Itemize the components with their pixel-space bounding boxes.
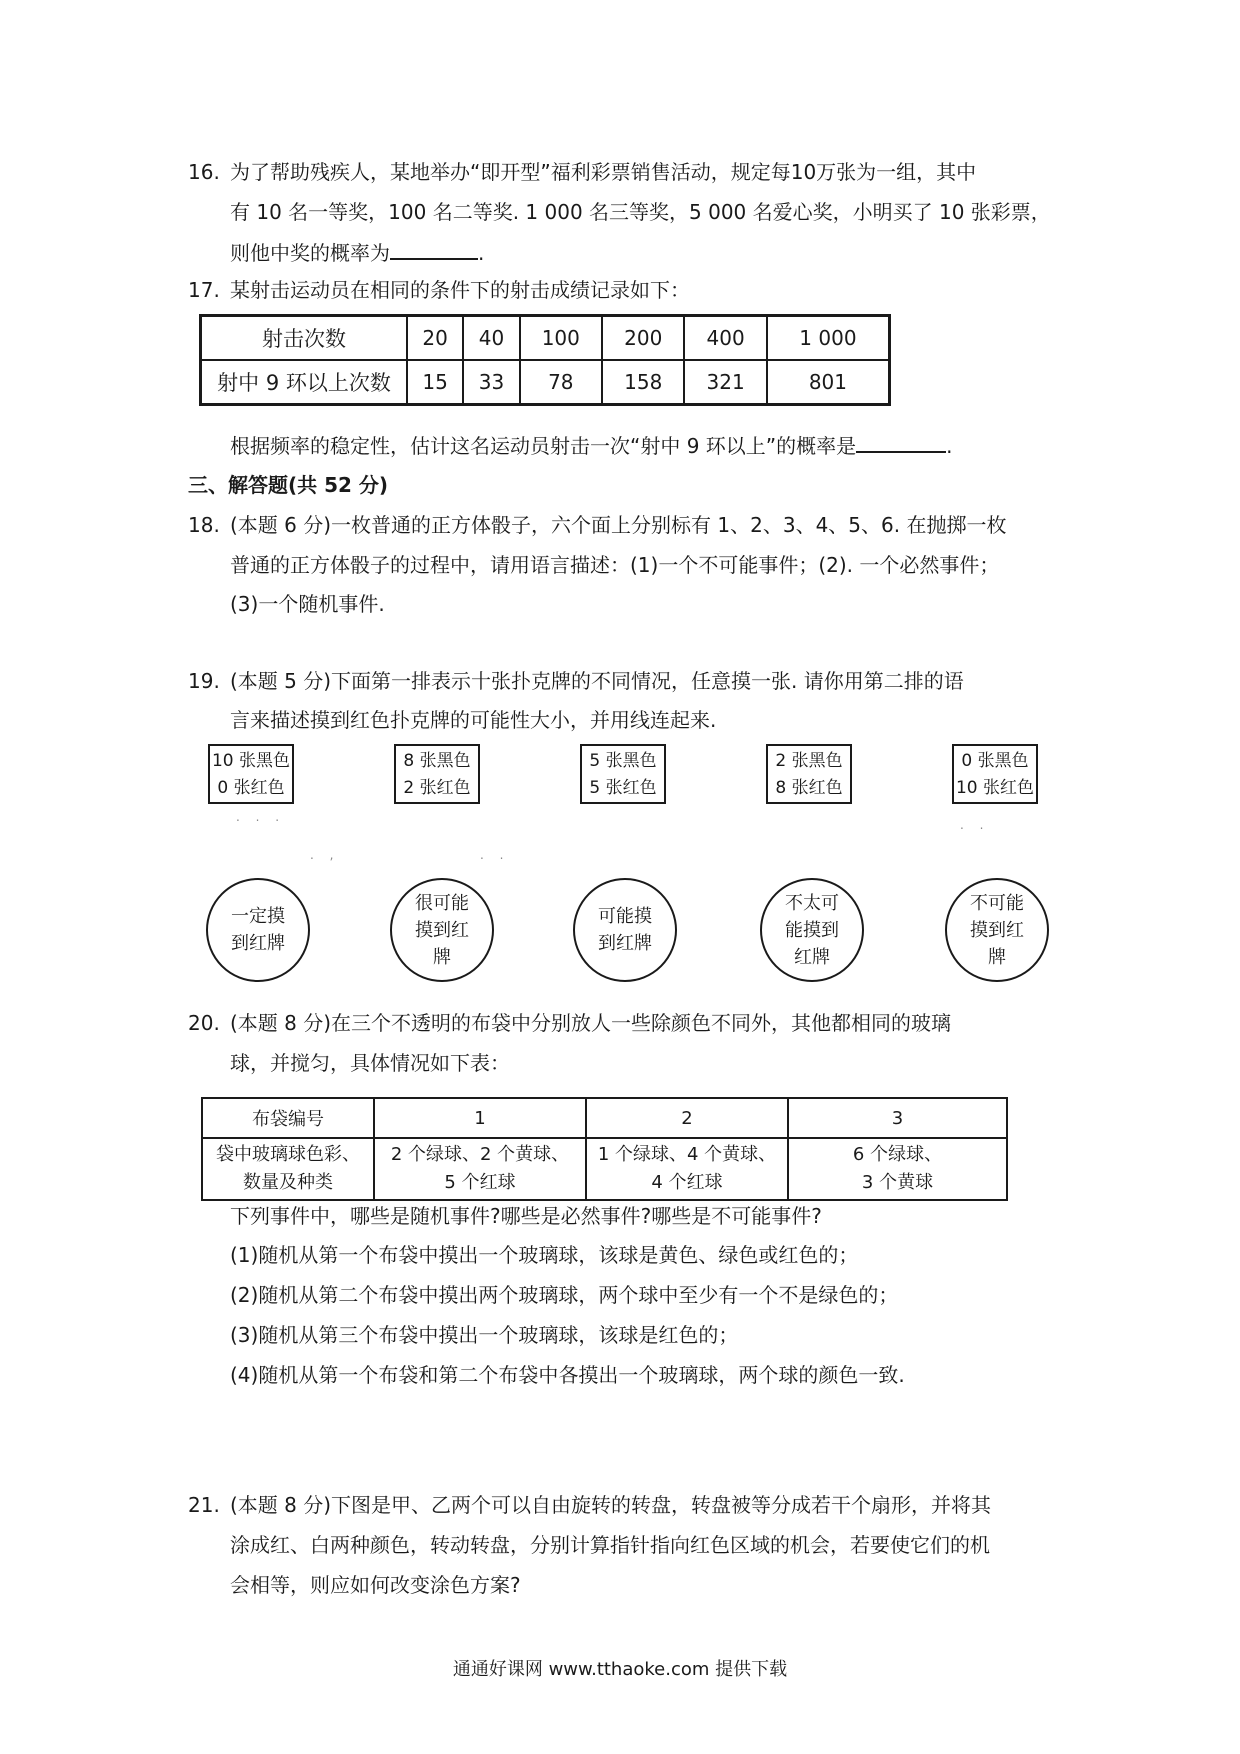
- scan-noise: . ,: [310, 848, 340, 862]
- question-20-item-2: (2)随机从第二个布袋中摸出两个玻璃球，两个球中至少有一个不是绿色的；: [230, 1283, 899, 1307]
- question-18-line-1: (本题 6 分)一枚普通的正方体骰子，六个面上分别标有 1、2、3、4、5、6. 在抛掷一枚: [230, 513, 1007, 537]
- question-19-number: 19.: [188, 669, 220, 693]
- table-header-cell: 布袋编号: [202, 1098, 374, 1138]
- table-header-cell: 射击次数: [201, 316, 408, 361]
- scan-noise: . . .: [236, 810, 286, 824]
- card-text: 8 张红色: [775, 778, 843, 798]
- table-cell: 20: [407, 316, 463, 361]
- circle-option-2[interactable]: [390, 878, 494, 982]
- table-cell: 100: [520, 316, 602, 361]
- cell-text: 2 个绿球、2 个黄球、: [390, 1144, 570, 1165]
- circle-label: 一定摸到红牌: [231, 906, 285, 954]
- cell-text: 4 个红球: [651, 1172, 723, 1193]
- question-20-line-2: 球，并搅匀，具体情况如下表：: [230, 1051, 510, 1075]
- question-20-prompt: 下列事件中，哪些是随机事件?哪些是必然事件?哪些是不可能事件?: [230, 1204, 822, 1228]
- shooting-record-table: [199, 314, 891, 406]
- cell-text: 1 个绿球、4 个黄球、: [597, 1144, 777, 1165]
- table-cell: [374, 1138, 586, 1200]
- table-cell: 400: [684, 316, 766, 361]
- answer-blank-16[interactable]: [390, 236, 478, 260]
- question-17-line-2: 根据频率的稳定性，估计这名运动员射击一次“射中 9 环以上”的概率是 .: [230, 429, 953, 461]
- table-cell: 801: [767, 360, 890, 405]
- cell-text: 袋中玻璃球色彩、: [216, 1144, 360, 1165]
- circle-option-1[interactable]: [206, 878, 310, 982]
- question-20-number: 20.: [188, 1011, 220, 1035]
- answer-blank-17[interactable]: [856, 429, 946, 453]
- card-text: 5 张黑色: [589, 751, 657, 771]
- table-cell: 1: [374, 1098, 586, 1138]
- table-cell: 78: [520, 360, 602, 405]
- table-cell: 2: [586, 1098, 788, 1138]
- card-text: 2 张红色: [403, 778, 471, 798]
- scan-noise: . .: [960, 818, 990, 832]
- card-text: 2 张黑色: [775, 751, 843, 771]
- question-20-item-4: (4)随机从第一个布袋和第二个布袋中各摸出一个玻璃球，两个球的颜色一致.: [230, 1363, 905, 1387]
- cell-text: 数量及种类: [243, 1172, 333, 1193]
- table-cell: 40: [463, 316, 519, 361]
- circle-label: 可能摸到红牌: [598, 906, 652, 954]
- question-17-line-2-text: 根据频率的稳定性，估计这名运动员射击一次“射中 9 环以上”的概率是: [230, 434, 857, 458]
- table-cell: 200: [602, 316, 684, 361]
- table-row: [201, 360, 890, 405]
- card-box-2[interactable]: [394, 744, 480, 804]
- question-18-line-2: 普通的正方体骰子的过程中，请用语言描述：(1)一个不可能事件；(2). 一个必然事件；: [230, 553, 1000, 577]
- question-20-item-3: (3)随机从第三个布袋中摸出一个玻璃球，该球是红色的；: [230, 1323, 739, 1347]
- card-text: 10 张黑色: [211, 751, 291, 771]
- table-row: [202, 1138, 1007, 1200]
- table-cell: [586, 1138, 788, 1200]
- card-box-5[interactable]: [952, 744, 1038, 804]
- table-row: [202, 1098, 1007, 1138]
- table-cell: 3: [788, 1098, 1007, 1138]
- question-20-item-1: (1)随机从第一个布袋中摸出一个玻璃球，该球是黄色、绿色或红色的；: [230, 1243, 859, 1267]
- question-18-line-3: (3)一个随机事件.: [230, 592, 385, 616]
- page-footer: 通通好课网 www.tthaoke.com 提供下载: [452, 1659, 788, 1680]
- table-header-cell: 射中 9 环以上次数: [201, 360, 408, 405]
- card-text: 5 张红色: [589, 778, 657, 798]
- question-21-line-3: 会相等，则应如何改变涂色方案?: [230, 1573, 521, 1597]
- question-16-line-3-text: 则他中奖的概率为: [230, 241, 390, 265]
- card-box-4[interactable]: [766, 744, 852, 804]
- cell-text: 6 个绿球、: [852, 1144, 943, 1165]
- question-16-number: 16.: [188, 160, 220, 184]
- table-cell: 15: [407, 360, 463, 405]
- table-cell: 33: [463, 360, 519, 405]
- table-cell: 321: [684, 360, 766, 405]
- table-row: [201, 316, 890, 361]
- circle-label: 不可能摸到红牌: [970, 892, 1024, 968]
- section-heading: 三、解答题(共 52 分): [188, 473, 389, 497]
- question-21-number: 21.: [188, 1493, 220, 1517]
- card-box-1[interactable]: [208, 744, 294, 804]
- cell-text: 5 个红球: [444, 1172, 516, 1193]
- table-header-cell: [202, 1138, 374, 1200]
- table-cell: 158: [602, 360, 684, 405]
- cell-text: 3 个黄球: [861, 1172, 934, 1193]
- question-19-line-2: 言来描述摸到红色扑克牌的可能性大小，并用线连起来.: [230, 708, 717, 732]
- card-text: 0 张红色: [217, 778, 285, 798]
- circle-option-4[interactable]: [760, 878, 864, 982]
- question-21-line-2: 涂成红、白两种颜色，转动转盘，分别计算指针指向红色区域的机会，若要使它们的机: [230, 1533, 990, 1557]
- question-18-number: 18.: [188, 513, 220, 537]
- question-17-line-1: 某射击运动员在相同的条件下的射击成绩记录如下：: [230, 278, 690, 302]
- circle-option-3[interactable]: [573, 878, 677, 982]
- question-16-line-1: 为了帮助残疾人，某地举办“即开型”福利彩票销售活动，规定每10万张为一组，其中: [230, 160, 977, 184]
- table-cell: 1 000: [767, 316, 890, 361]
- question-17-number: 17.: [188, 278, 220, 302]
- card-text: 8 张黑色: [403, 751, 471, 771]
- card-text: 10 张红色: [955, 778, 1035, 798]
- circle-label: 不太可能摸到红牌: [785, 892, 839, 968]
- question-19-line-1: (本题 5 分)下面第一排表示十张扑克牌的不同情况，任意摸一张. 请你用第二排的语: [230, 669, 964, 693]
- question-16-line-3: 则他中奖的概率为 .: [230, 236, 484, 268]
- bag-contents-table: [201, 1097, 1008, 1201]
- card-box-3[interactable]: [580, 744, 666, 804]
- circle-option-5[interactable]: [945, 878, 1049, 982]
- card-text: 0 张黑色: [961, 751, 1029, 771]
- question-16-line-2: 有 10 名一等奖，100 名二等奖. 1 000 名三等奖，5 000 名爱心奖，小明买了 10 张彩票，: [230, 200, 1051, 224]
- scan-noise: . .: [480, 848, 510, 862]
- question-21-line-1: (本题 8 分)下图是甲、乙两个可以自由旋转的转盘，转盘被等分成若干个扇形，并将其: [230, 1493, 992, 1517]
- question-20-line-1: (本题 8 分)在三个不透明的布袋中分别放人一些除颜色不同外，其他都相同的玻璃: [230, 1011, 952, 1035]
- circle-label: 很可能摸到红牌: [415, 892, 469, 968]
- table-cell: [788, 1138, 1007, 1200]
